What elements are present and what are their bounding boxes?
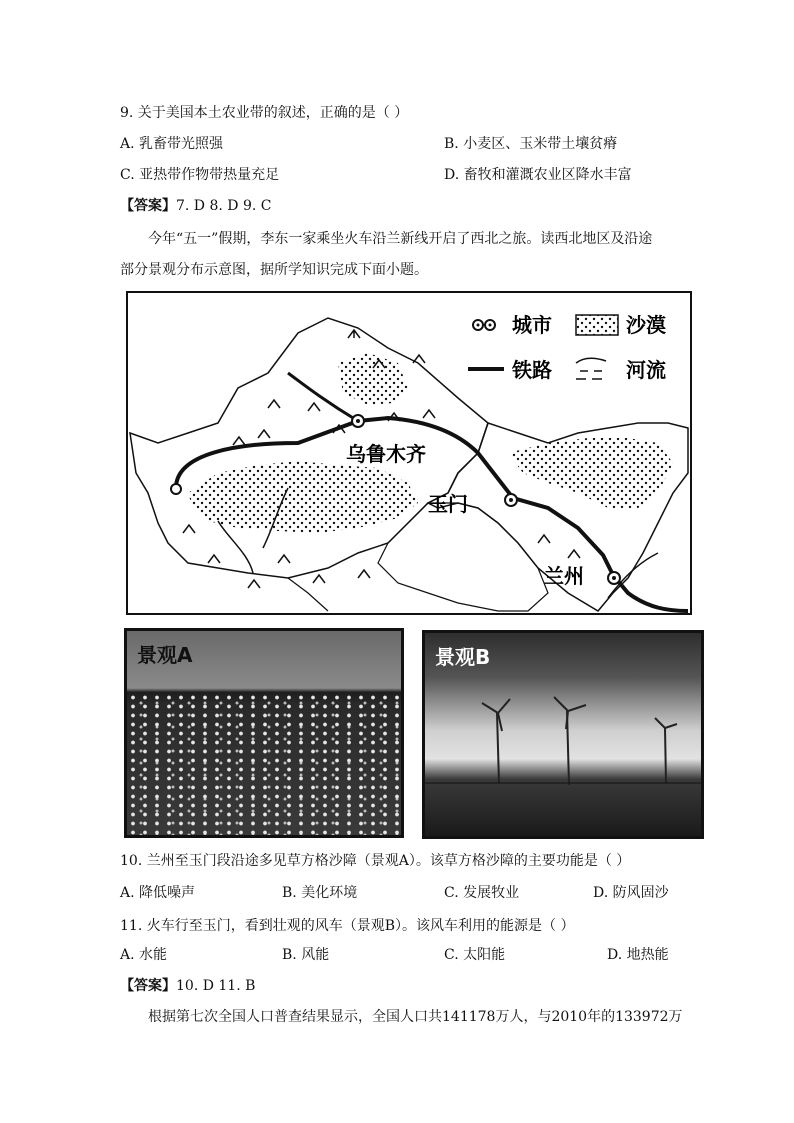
qinghai-outline xyxy=(378,503,548,611)
question-11-stem: 11. 火车行至玉门，看到壮观的风车（景观B）。该风车利用的能源是（ ） xyxy=(120,918,575,934)
q9-option-c: C. 亚热带作物带热量充足 xyxy=(120,167,280,183)
inner-border xyxy=(288,578,328,611)
legend-desert-symbol xyxy=(576,315,618,335)
landscape-b-label: 景观B xyxy=(435,645,491,669)
q10-option-b: B. 美化环境 xyxy=(282,885,358,901)
straw-checkerboard-pattern xyxy=(127,693,401,835)
q11-option-c: C. 太阳能 xyxy=(444,947,506,963)
intro-line-1: 今年“五一”假期，李东一家乘坐火车沿兰新线开启了西北之旅。读西北地区及沿途 xyxy=(148,231,653,247)
answer-block-2 xyxy=(120,977,255,995)
desert-gurbantunggut xyxy=(338,353,408,405)
answer-text: 7. D 8. D 9. C xyxy=(176,198,272,214)
landscape-a-photo xyxy=(124,628,404,838)
xinjiang-outline xyxy=(130,318,488,578)
q10-option-c: C. 发展牧业 xyxy=(444,885,520,901)
legend-river-symbol xyxy=(576,358,606,379)
q9-option-d: D. 畜牧和灌溉农业区降水丰富 xyxy=(444,167,632,183)
q11-option-d: D. 地热能 xyxy=(607,947,669,963)
q9-option-a: A. 乳畜带光照强 xyxy=(120,136,224,152)
landscape-a-label: 景观A xyxy=(137,643,193,667)
desert-taklimakan xyxy=(188,461,418,533)
legend-railway-label: 铁路 xyxy=(512,358,552,382)
legend-river-label: 河流 xyxy=(626,358,666,382)
river-2 xyxy=(218,521,253,573)
question-9-stem: 9. 关于美国本土农业带的叙述，正确的是（ ） xyxy=(120,105,409,121)
q10-option-a: A. 降低噪声 xyxy=(120,885,196,901)
intro-line-2: 部分景观分布示意图，据所学知识完成下面小题。 xyxy=(120,262,428,278)
answer-block-1 xyxy=(120,197,271,215)
city-west-marker xyxy=(171,484,181,494)
landscape-b-photo xyxy=(422,630,704,839)
legend-city-label: 城市 xyxy=(512,313,552,337)
city-yumen-label: 玉门 xyxy=(428,492,468,516)
legend-desert-label: 沙漠 xyxy=(626,313,666,337)
q10-option-d: D. 防风固沙 xyxy=(593,885,669,901)
q11-option-a: A. 水能 xyxy=(120,947,168,963)
closing-line: 根据第七次全国人口普查结果显示，全国人口共141178万人，与2010年的133972万 xyxy=(148,1009,683,1025)
legend-city-symbol xyxy=(473,320,495,330)
q9-option-b: B. 小麦区、玉米带土壤贫瘠 xyxy=(444,136,618,152)
map-svg xyxy=(128,293,690,613)
city-urumqi-label: 乌鲁木齐 xyxy=(346,442,426,466)
question-10-stem: 10. 兰州至玉门段沿途多见草方格沙障（景观A）。该草方格沙障的主要功能是（ ） xyxy=(120,853,631,869)
answer-tag: 【答案】 xyxy=(120,198,176,214)
q11-option-b: B. 风能 xyxy=(282,947,330,963)
northwest-map xyxy=(126,291,692,615)
city-lanzhou-label: 兰州 xyxy=(544,564,584,588)
answer-text: 10. D 11. B xyxy=(176,978,256,994)
desert-badain xyxy=(508,438,673,508)
answer-tag: 【答案】 xyxy=(120,978,176,994)
